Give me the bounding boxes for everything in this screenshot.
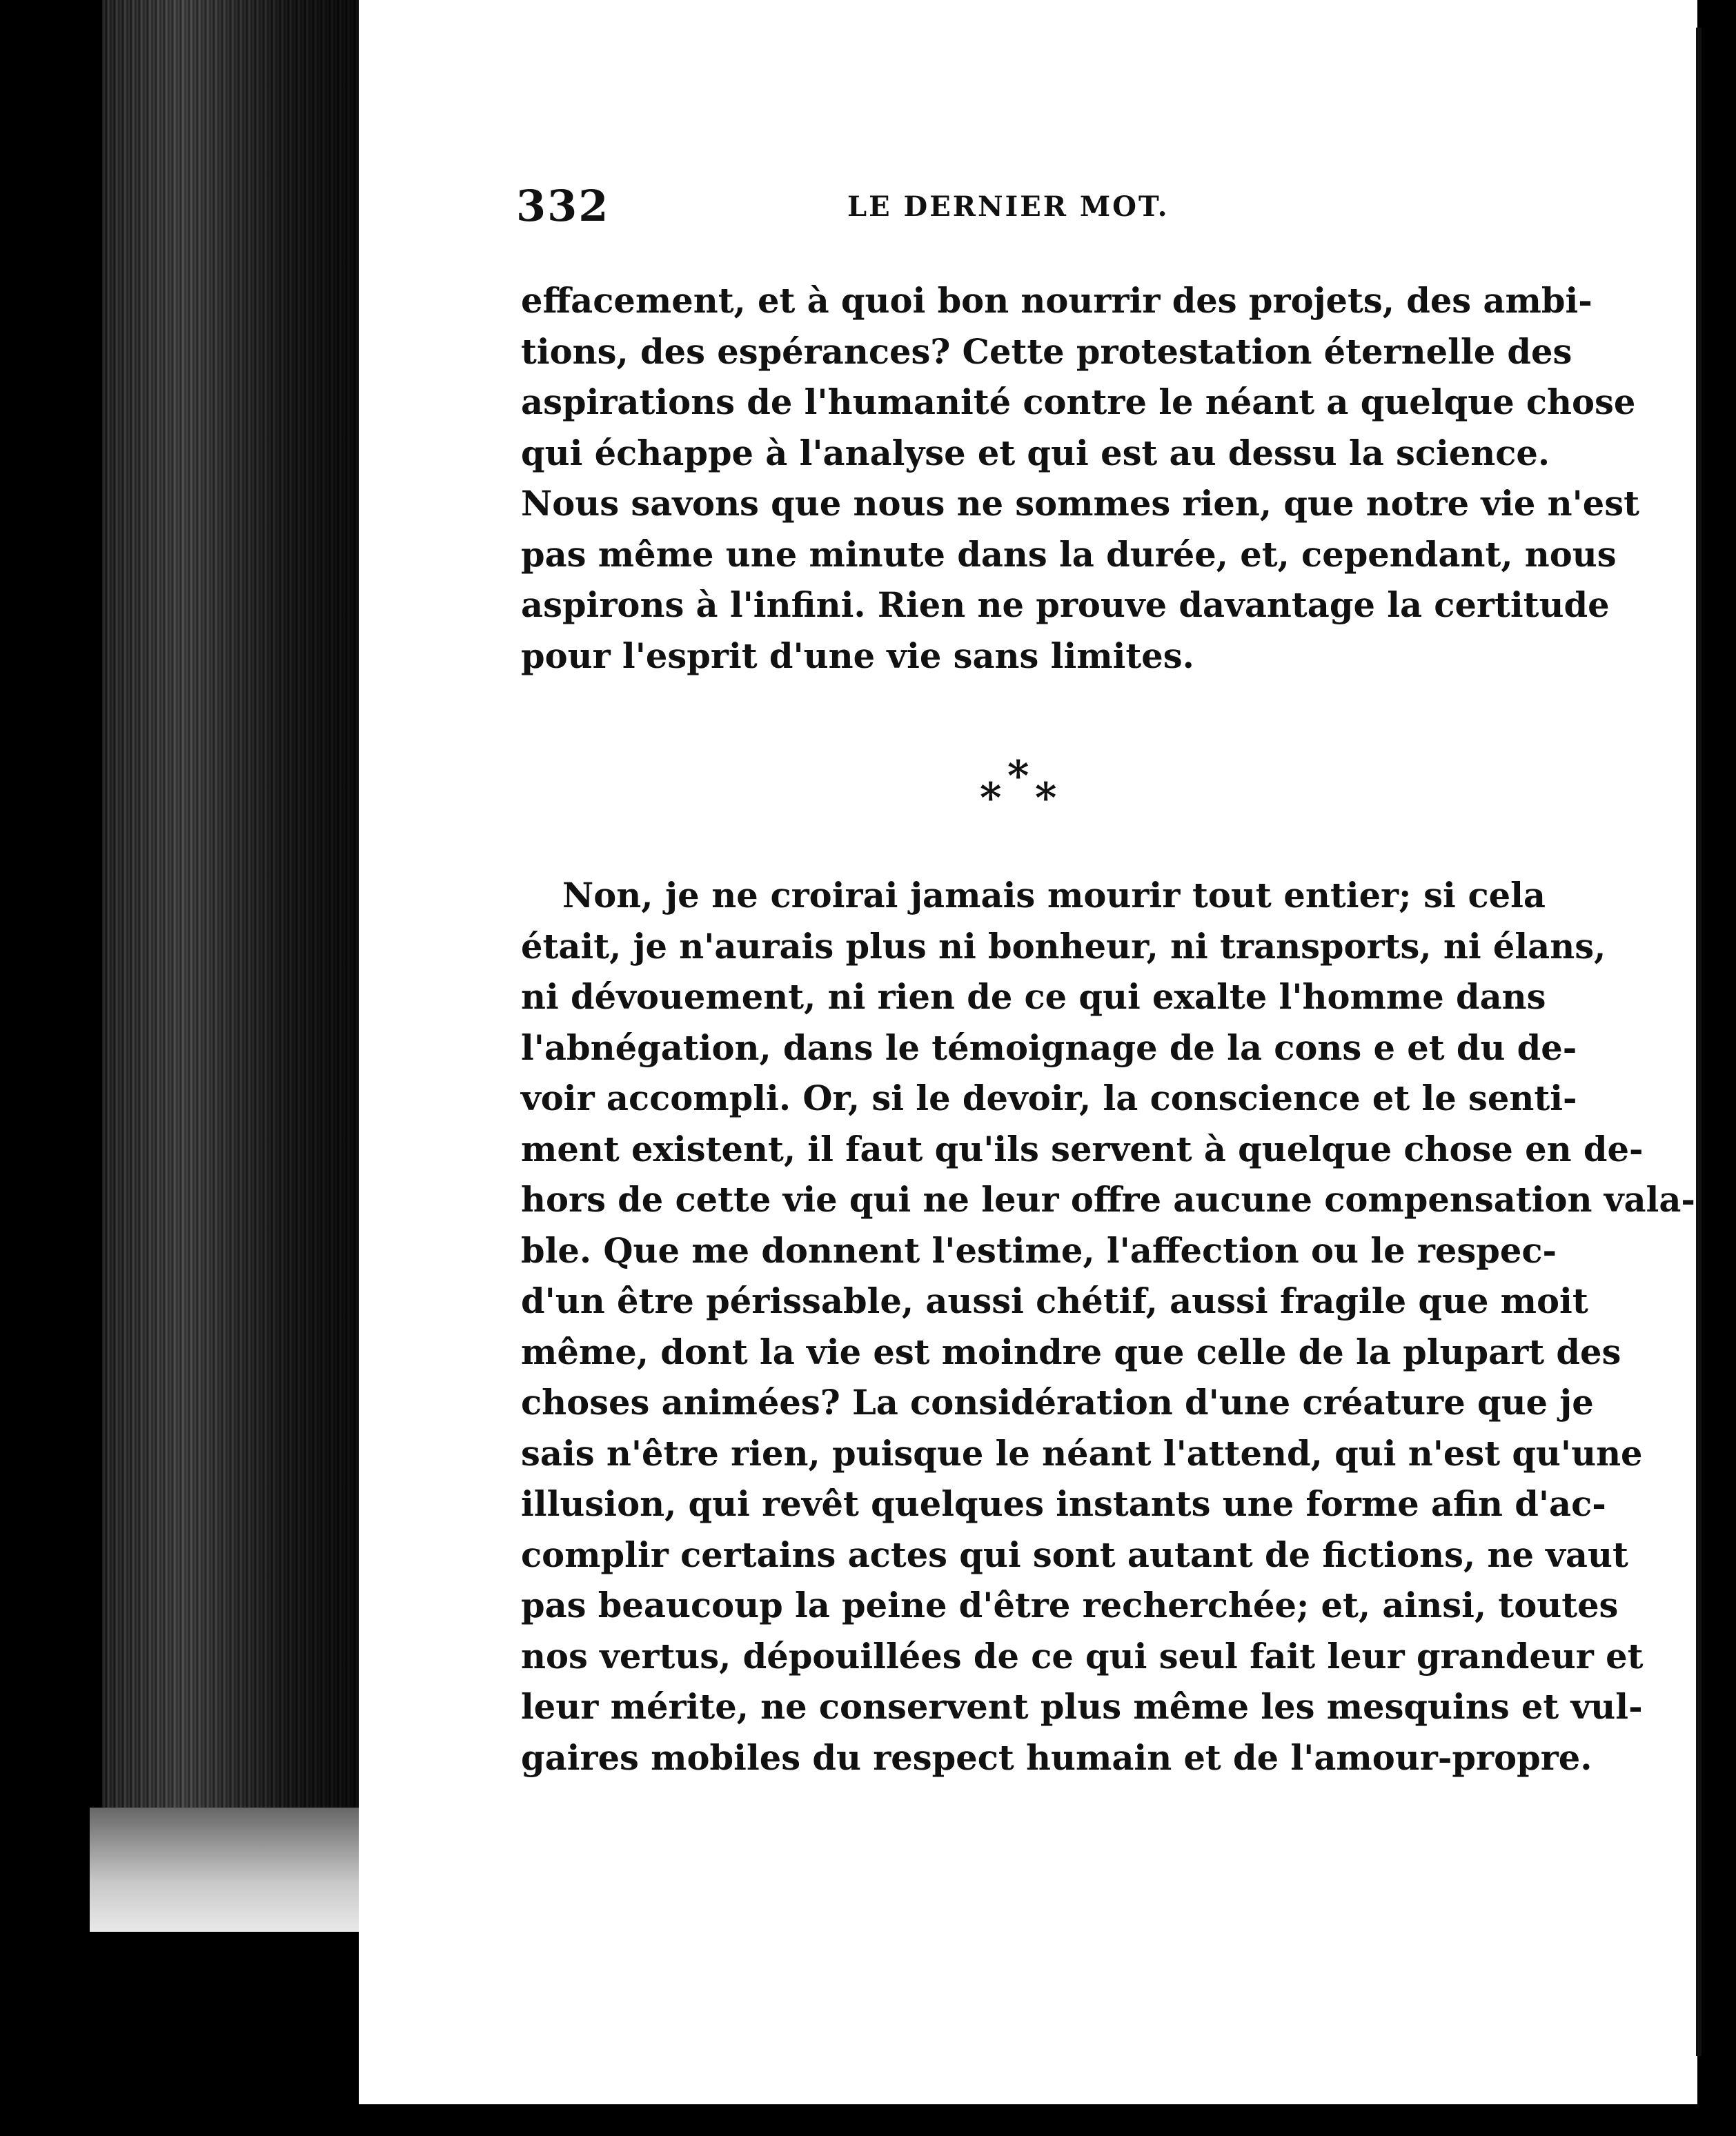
text-line: aspirons à l'infini. Rien ne prouve davantage la certitude xyxy=(521,585,1610,625)
text-line: aspirations de l'humanité contre le néant a quelque chose xyxy=(521,382,1636,422)
text-line: choses animées? La considération d'une créature que je xyxy=(521,1383,1594,1423)
section-separator xyxy=(980,752,1063,828)
scan-border xyxy=(1696,28,1702,2056)
book-page-edges xyxy=(102,0,371,1890)
paragraph-2 xyxy=(521,871,1695,1783)
book-edge-bottom xyxy=(90,1808,379,1932)
text-line: même, dont la vie est moindre que celle de la plupart des xyxy=(521,1332,1621,1372)
text-line: gaires mobiles du respect humain et de l'amour-propre. xyxy=(521,1737,1592,1778)
text-line: complir certains actes qui sont autant de fictions, ne vaut xyxy=(521,1534,1628,1575)
text-line: l'abnégation, dans le témoignage de la cons e et du de- xyxy=(521,1027,1577,1068)
text-line: pas beaucoup la peine d'être recherchée; et, ainsi, toutes xyxy=(521,1585,1619,1625)
text-line: effacement, et à quoi bon nourrir des projets, des ambi- xyxy=(521,281,1592,321)
text-line: ni dévouement, ni rien de ce qui exalte l'homme dans xyxy=(521,977,1546,1017)
text-line: était, je n'aurais plus ni bonheur, ni transports, ni élans, xyxy=(521,926,1606,967)
paragraph-1 xyxy=(521,276,1640,682)
asterisk-icon: * xyxy=(1007,752,1029,800)
asterisk-icon: * xyxy=(980,774,1002,822)
text-line: voir accompli. Or, si le devoir, la conscience et le senti- xyxy=(521,1078,1577,1118)
running-title: LE DERNIER MOT. xyxy=(847,190,1170,223)
text-line: nos vertus, dépouillées de ce qui seul fait leur grandeur et xyxy=(521,1636,1644,1677)
text-line: pas même une minute dans la durée, et, cependant, nous xyxy=(521,534,1617,575)
text-line: Nous savons que nous ne sommes rien, que notre vie n'est xyxy=(521,484,1640,524)
page-number: 332 xyxy=(516,181,610,231)
text-line: ment existent, il faut qu'ils servent à quelque chose en de- xyxy=(521,1129,1644,1169)
text-line: sais n'être rien, puisque le néant l'attend, qui n'est qu'une xyxy=(521,1433,1643,1474)
text-line: d'un être périssable, aussi chétif, aussi fragile que moit xyxy=(521,1281,1588,1321)
text-line: hors de cette vie qui ne leur offre aucune compensation vala- xyxy=(521,1180,1695,1220)
running-head xyxy=(516,181,1551,236)
text-line: leur mérite, ne conservent plus même les mesquins et vul- xyxy=(521,1687,1643,1727)
text-line: illusion, qui revêt quelques instants une forme afin d'ac- xyxy=(521,1484,1606,1524)
text-line: qui échappe à l'analyse et qui est au dessu la science. xyxy=(521,433,1550,473)
scan-bottom-border xyxy=(359,2104,1697,2136)
text-line: ble. Que me donnent l'estime, l'affection ou le respec- xyxy=(521,1230,1557,1271)
text-line: Non, je ne croirai jamais mourir tout entier; si cela xyxy=(562,876,1546,916)
text-line: pour l'esprit d'une vie sans limites. xyxy=(521,635,1194,676)
text-line: tions, des espérances? Cette protestation éternelle des xyxy=(521,331,1572,372)
asterisk-icon: * xyxy=(1035,774,1057,822)
